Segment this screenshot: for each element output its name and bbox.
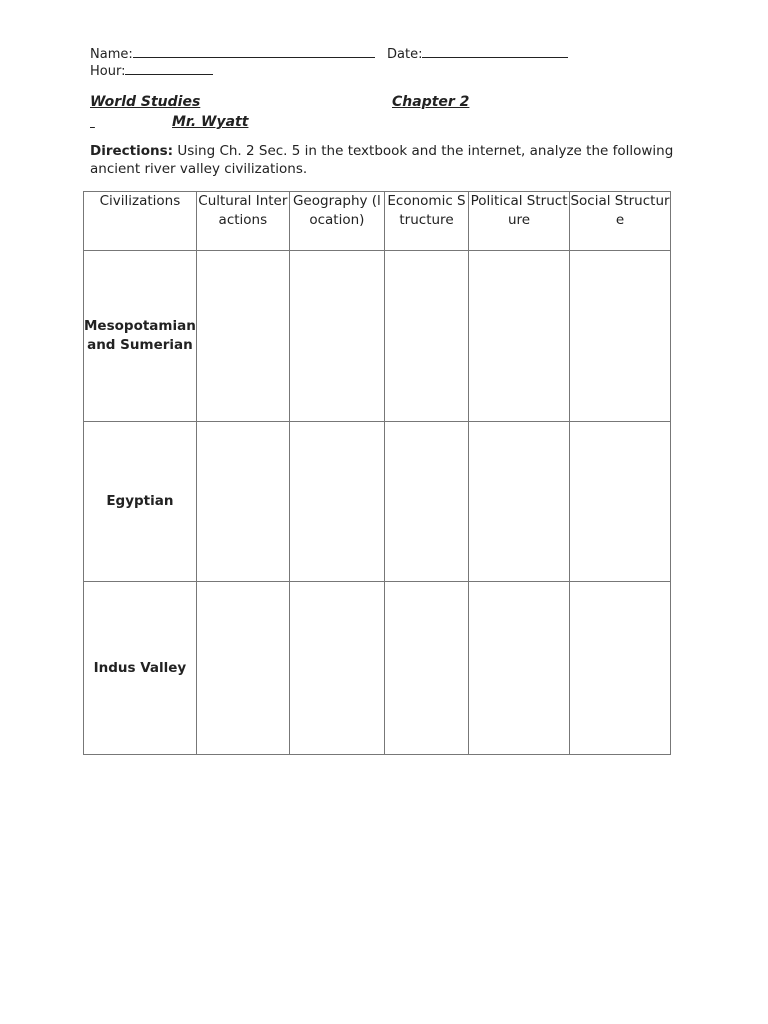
row-header: Egyptian xyxy=(84,422,197,582)
hour-line xyxy=(90,62,213,80)
header-row xyxy=(84,192,671,251)
name-field[interactable] xyxy=(133,45,375,58)
hour-label: Hour: xyxy=(90,64,126,79)
teacher-line xyxy=(90,112,248,132)
title-line xyxy=(90,92,632,112)
date-field[interactable] xyxy=(422,45,568,58)
chapter-title: Chapter 2 xyxy=(392,94,470,110)
table-cell[interactable] xyxy=(289,422,384,582)
table-cell[interactable] xyxy=(289,582,384,755)
teacher-name: Mr. Wyatt xyxy=(172,114,249,130)
civilizations-table xyxy=(83,191,671,755)
row-header: Indus Valley xyxy=(84,582,197,755)
column-header: Civilizations xyxy=(84,192,197,251)
column-header: Political Structure xyxy=(469,192,570,251)
table-row xyxy=(84,422,671,582)
directions xyxy=(90,142,680,178)
column-header: Geography (location) xyxy=(289,192,384,251)
table-cell[interactable] xyxy=(570,251,671,422)
course-title: World Studies xyxy=(90,94,201,110)
row-header: Mesopotamian and Sumerian xyxy=(84,251,197,422)
table-cell[interactable] xyxy=(469,251,570,422)
date-label: Date: xyxy=(387,47,423,62)
hour-field[interactable] xyxy=(125,62,213,75)
column-header: Economic Structure xyxy=(384,192,468,251)
table-row xyxy=(84,582,671,755)
directions-text: Using Ch. 2 Sec. 5 in the textbook and the internet, analyze the following ancient river valley civilizations. xyxy=(90,143,674,177)
name-date-line xyxy=(90,45,568,63)
table-cell[interactable] xyxy=(196,422,289,582)
table-cell[interactable] xyxy=(384,251,468,422)
table-cell[interactable] xyxy=(469,422,570,582)
directions-label: Directions: xyxy=(90,143,174,159)
column-header: Social Structure xyxy=(570,192,671,251)
table-row xyxy=(84,251,671,422)
column-header: Cultural Interactions xyxy=(196,192,289,251)
table-cell[interactable] xyxy=(289,251,384,422)
table-cell[interactable] xyxy=(570,582,671,755)
table-cell[interactable] xyxy=(196,582,289,755)
table-cell[interactable] xyxy=(384,582,468,755)
table-cell[interactable] xyxy=(469,582,570,755)
table-cell[interactable] xyxy=(570,422,671,582)
name-label: Name: xyxy=(90,47,133,62)
table-cell[interactable] xyxy=(384,422,468,582)
teacher-name-spacer xyxy=(90,112,172,132)
table-cell[interactable] xyxy=(196,251,289,422)
